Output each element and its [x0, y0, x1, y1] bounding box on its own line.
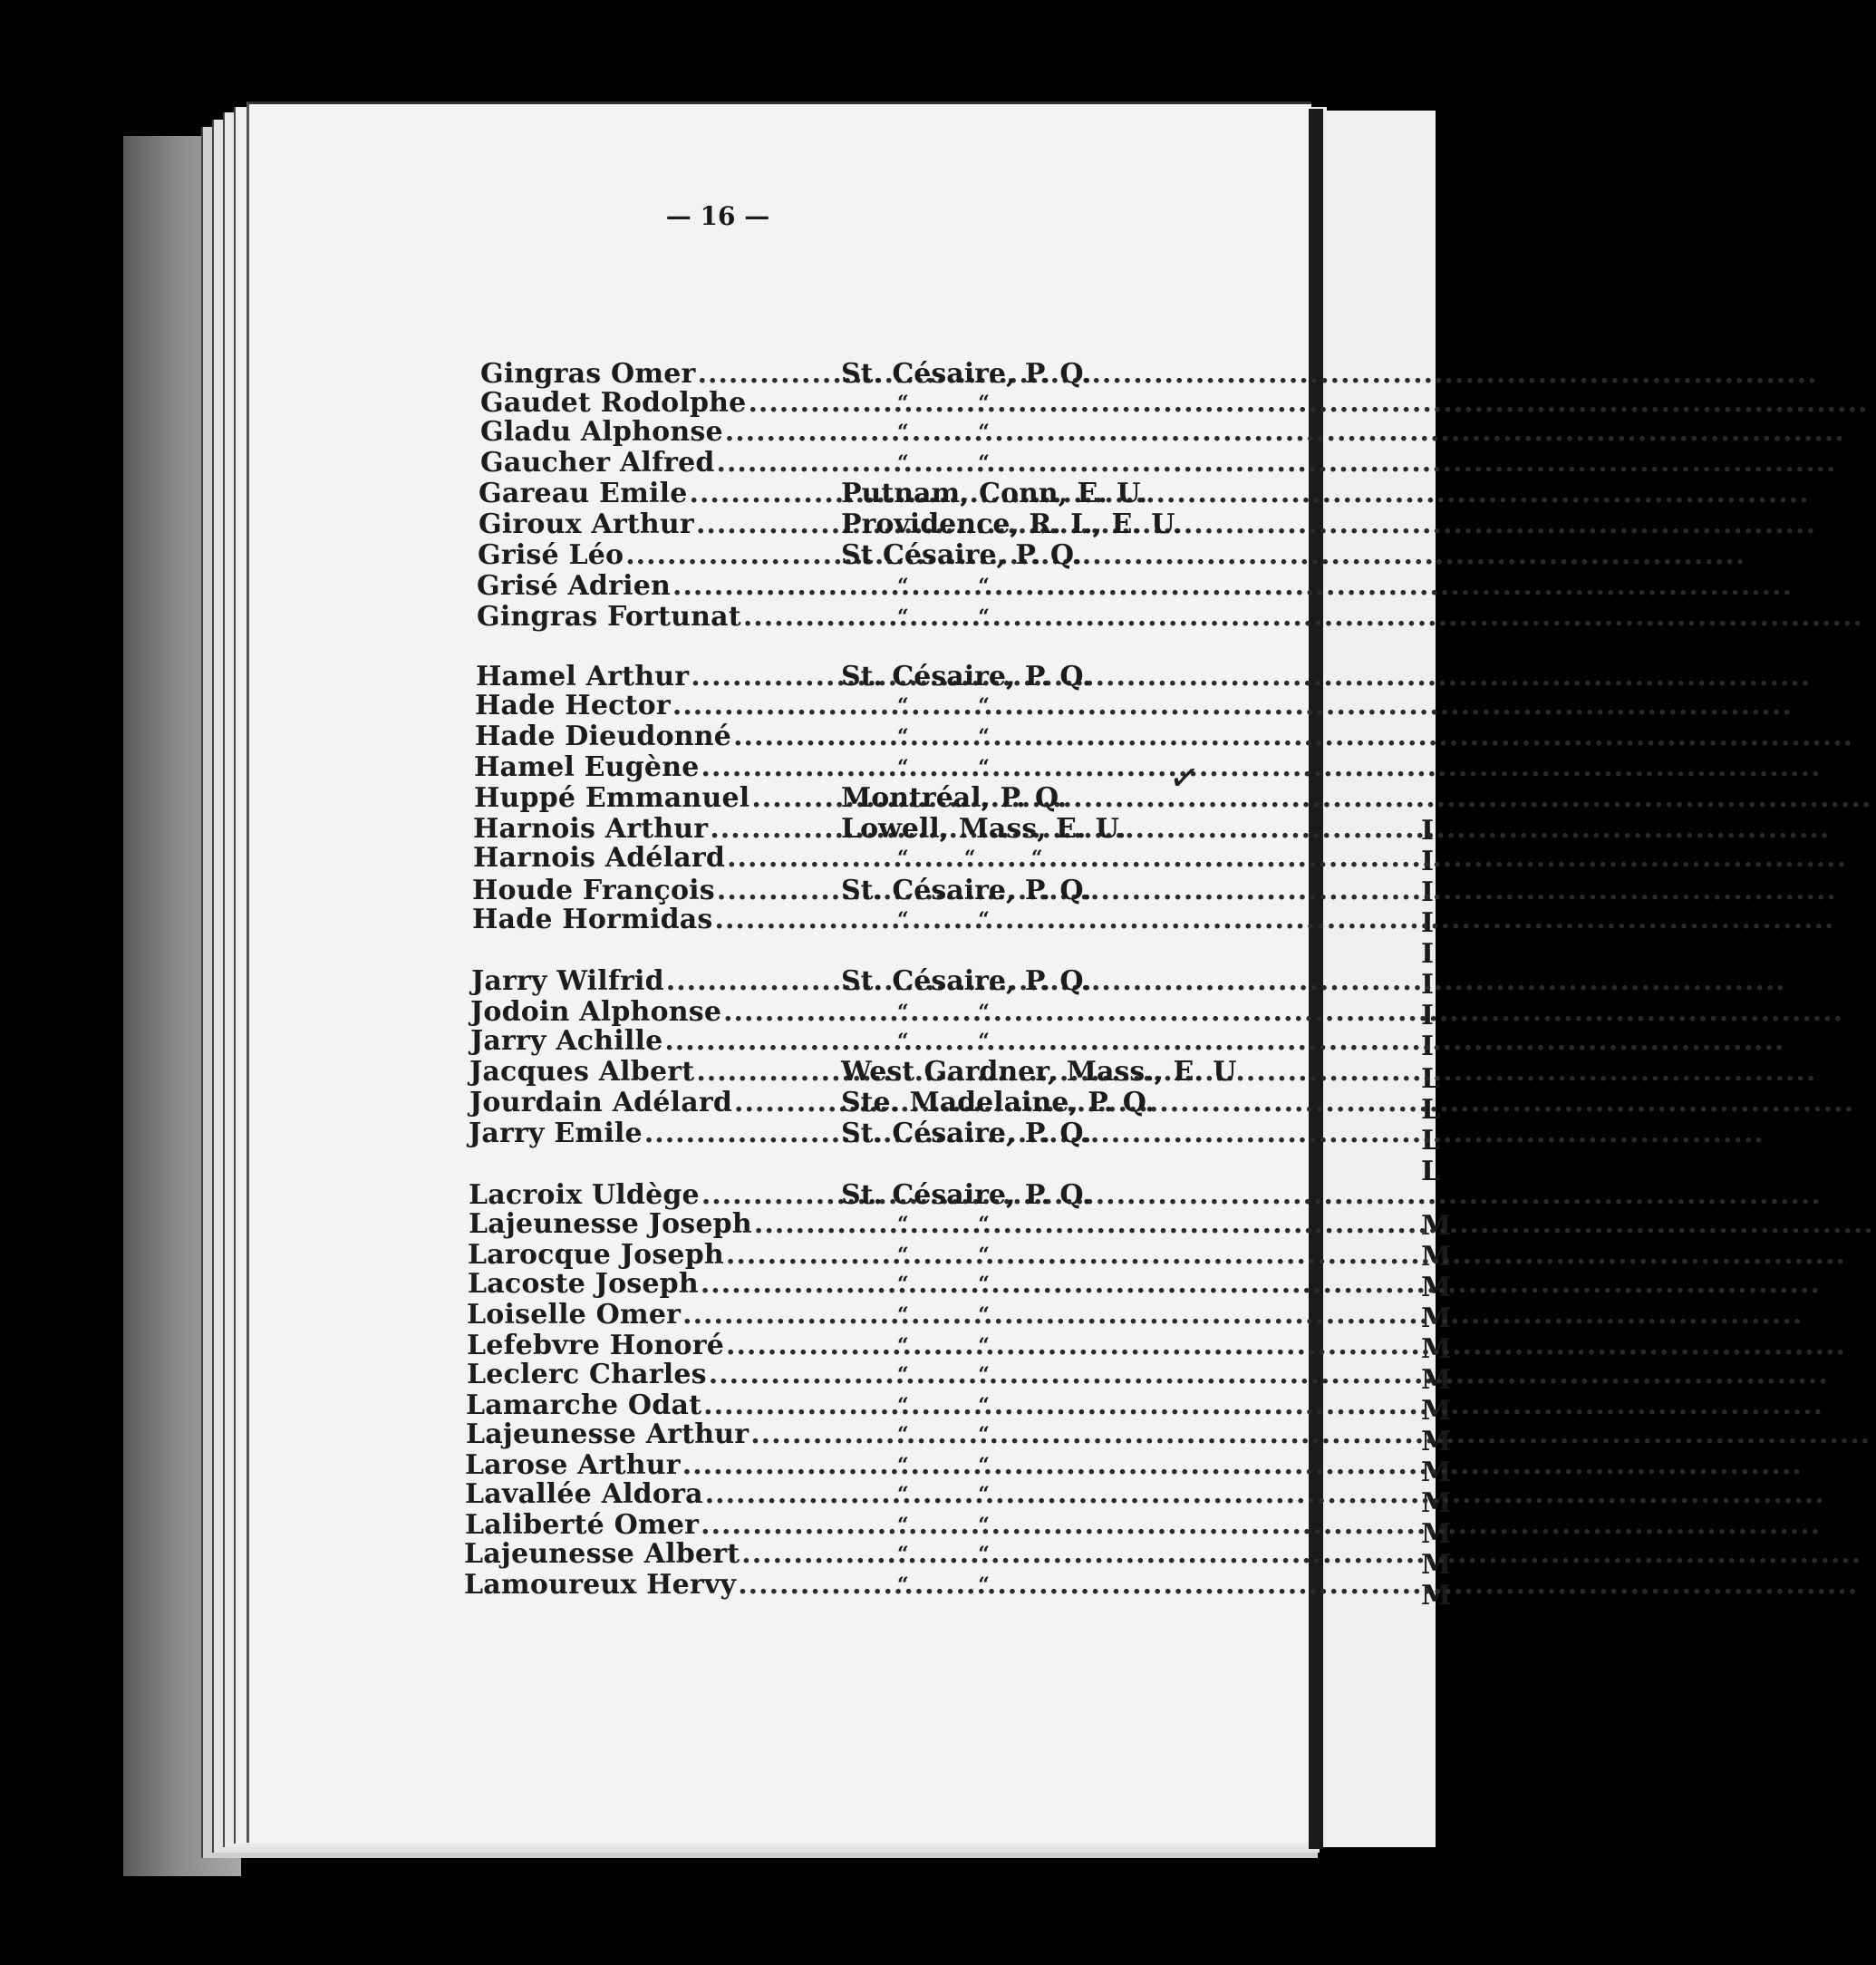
entry-place — [897, 997, 990, 1028]
entry-name: Hamel Arthur — [476, 661, 690, 692]
list-item — [479, 509, 841, 540]
leader-dots — [724, 1240, 1848, 1271]
entry-name: Jacques Albert — [469, 1056, 695, 1088]
list-item — [464, 1539, 841, 1570]
list-item — [478, 540, 841, 571]
entry-place — [897, 1300, 990, 1331]
facing-page-letter: L — [1421, 1125, 1441, 1157]
entry-name: Gladu Alphonse — [480, 416, 723, 448]
leader-dots — [671, 691, 1794, 721]
leader-dots — [701, 1390, 1825, 1421]
leader-dots — [725, 843, 1849, 877]
entry-name: Larose Arthur — [465, 1449, 681, 1481]
place-text: “ “ — [897, 1394, 990, 1418]
place-text: “ “ — [897, 1334, 990, 1358]
facing-page-letter: M — [1421, 1487, 1452, 1519]
list-item — [476, 662, 841, 692]
place-text: “ “ — [897, 1483, 990, 1506]
entry-place — [841, 1088, 1155, 1118]
entry-name: Lefebvre Honoré — [467, 1330, 724, 1361]
entry-place — [841, 876, 1091, 906]
entry-place — [897, 1209, 990, 1240]
place-text: Putnam, Conn, E. U. — [841, 478, 1148, 509]
entry-place — [841, 509, 1182, 540]
entry-name: Gaudet Rodolphe — [480, 387, 747, 419]
list-item — [471, 966, 841, 997]
leader-dots — [671, 571, 1794, 602]
place-text: “ “ — [897, 1543, 990, 1566]
entry-name: Jodoin Alphonse — [470, 996, 722, 1028]
place-text: Ste. Madelaine, P. Q. — [841, 1087, 1155, 1118]
facing-page-letter: I — [1421, 1031, 1435, 1062]
list-item — [479, 479, 841, 509]
entry-name: Larocque Joseph — [468, 1239, 724, 1271]
place-text: “ “ — [897, 421, 990, 444]
place-text: “ “ — [897, 1454, 990, 1477]
list-item — [472, 876, 841, 906]
facing-page-letter: M — [1421, 1395, 1452, 1427]
facing-page-letter: M — [1421, 1364, 1452, 1396]
entry-place — [897, 1390, 990, 1421]
place-text: St Césaire, P. Q. — [841, 539, 1083, 571]
list-item — [468, 1269, 841, 1300]
list-item — [473, 814, 841, 845]
entry-name: Hamel Eugène — [474, 751, 700, 783]
leader-dots — [721, 997, 1845, 1031]
list-item — [467, 1300, 841, 1331]
entry-place — [841, 1057, 1236, 1088]
entry-place — [897, 1419, 990, 1450]
entry-place — [897, 1510, 990, 1541]
entry-place — [897, 1269, 990, 1300]
entry-place — [841, 359, 1091, 390]
list-item — [472, 905, 841, 935]
list-item — [466, 1419, 841, 1450]
place-text: “ “ — [897, 694, 990, 718]
entry-place — [897, 417, 990, 448]
entry-place — [897, 1240, 990, 1271]
facing-page-letter: I — [1421, 815, 1435, 847]
list-item — [469, 1088, 841, 1118]
place-text: “ “ — [897, 451, 990, 475]
place-text: “ “ — [897, 605, 990, 629]
entry-place — [897, 1479, 990, 1510]
facing-page-letter: M — [1421, 1426, 1452, 1457]
list-item — [480, 417, 841, 448]
list-item — [480, 359, 841, 390]
place-text: “ “ — [897, 1303, 990, 1327]
list-item — [480, 388, 841, 419]
list-item — [477, 602, 841, 633]
entry-place — [897, 448, 990, 479]
entry-name: Lamoureux Hervy — [464, 1569, 737, 1601]
facing-page-letter: L — [1421, 1156, 1441, 1187]
facing-page-letter: I — [1421, 938, 1435, 970]
entry-place — [897, 571, 990, 602]
place-text: St. Césaire, P. Q. — [841, 1118, 1092, 1149]
facing-page-letter: M — [1421, 1457, 1452, 1488]
entry-name: Huppé Emmanuel — [474, 782, 750, 814]
leader-dots — [723, 417, 1847, 448]
entry-place — [841, 479, 1147, 509]
list-item — [470, 997, 841, 1028]
leader-dots — [707, 1360, 1831, 1390]
place-text: “ “ — [897, 908, 990, 932]
list-item — [465, 1479, 841, 1510]
entry-place — [897, 691, 990, 721]
entry-place — [841, 966, 1091, 997]
list-item — [474, 783, 841, 814]
entry-name: Lamarche Odat — [466, 1389, 702, 1421]
facing-page-letter: M — [1421, 1518, 1452, 1550]
entry-name: Leclerc Charles — [467, 1359, 707, 1390]
entry-name: Grisé Léo — [478, 539, 624, 571]
place-text: Montréal, P. Q. — [841, 782, 1068, 814]
place-text: “ “ — [897, 392, 990, 415]
leader-dots — [681, 1450, 1804, 1481]
entry-place — [897, 1026, 990, 1057]
entry-name: Gingras Fortunat — [477, 601, 741, 633]
list-item — [467, 1331, 841, 1361]
place-text: “ “ — [897, 1423, 990, 1447]
list-item — [465, 1450, 841, 1481]
entry-place — [897, 1360, 990, 1390]
place-text: St. Césaire, P. Q. — [841, 661, 1092, 692]
place-text: St. Césaire, P. Q. — [841, 875, 1092, 906]
place-text: “ “ — [897, 1244, 990, 1267]
entry-place — [841, 540, 1082, 571]
entry-place — [897, 905, 990, 935]
facing-page-letter: M — [1421, 1210, 1452, 1242]
list-item — [469, 1057, 841, 1088]
entry-name: Laliberté Omer — [465, 1509, 700, 1541]
list-item — [474, 752, 841, 783]
entry-place — [841, 662, 1091, 692]
list-item — [470, 1026, 841, 1057]
place-text: “ “ “ — [897, 847, 1043, 870]
leader-dots — [643, 1118, 1766, 1149]
entry-name: Hade Dieudonné — [475, 721, 732, 752]
place-text: St. Césaire, P. Q. — [841, 1179, 1092, 1211]
entry-name: Hade Hector — [475, 690, 671, 721]
place-text: “ “ — [897, 1213, 990, 1236]
entry-name: Lacroix Uldège — [469, 1179, 700, 1211]
entry-name: Lavallée Aldora — [465, 1478, 703, 1510]
leader-dots — [703, 1479, 1827, 1510]
entry-place — [897, 721, 990, 752]
list-item — [473, 843, 841, 874]
facing-page-letter: I — [1421, 907, 1435, 939]
list-item — [469, 1180, 841, 1211]
check-mark-icon: ✓ — [1165, 755, 1203, 802]
facing-page-letter: I — [1421, 846, 1435, 877]
place-text: “ “ — [897, 725, 990, 749]
leader-dots — [713, 905, 1837, 939]
entry-name: Lajeunesse Albert — [464, 1538, 740, 1570]
entry-place — [897, 843, 1043, 874]
entry-place — [841, 814, 1127, 845]
entry-place — [897, 1331, 990, 1361]
leader-dots — [662, 1026, 1786, 1057]
entry-name: Gingras Omer — [480, 358, 696, 390]
entry-name: Jarry Wilfrid — [471, 965, 664, 997]
entry-name: Harnois Arthur — [473, 813, 709, 845]
entry-place — [897, 1539, 990, 1570]
leader-dots — [724, 1331, 1848, 1365]
entry-name: Jarry Achille — [470, 1025, 663, 1057]
entry-place — [897, 752, 990, 783]
list-item — [475, 721, 841, 752]
entry-name: Houde François — [472, 875, 715, 906]
leader-dots — [699, 1269, 1823, 1303]
facing-page-letter: L — [1421, 1063, 1441, 1095]
leader-dots — [624, 540, 1747, 571]
entry-name: Grisé Adrien — [477, 570, 671, 602]
place-text: “ “ — [897, 1001, 990, 1024]
facing-page-letter: M — [1421, 1580, 1452, 1612]
place-text: “ “ — [897, 1573, 990, 1597]
list-item — [469, 1209, 841, 1240]
place-text: “ “ — [897, 575, 990, 598]
entry-place — [897, 602, 990, 633]
place-text: “ “ — [897, 756, 990, 779]
list-item — [475, 691, 841, 721]
list-item — [466, 1390, 841, 1421]
leader-dots — [664, 966, 1788, 1001]
entry-place — [841, 1180, 1091, 1211]
leader-dots — [681, 1300, 1804, 1334]
entry-name: Jarry Emile — [469, 1118, 643, 1149]
entry-name: Giroux Arthur — [479, 508, 694, 540]
leader-dots — [699, 1510, 1823, 1541]
list-item — [464, 1570, 841, 1601]
entry-place — [897, 388, 990, 419]
leader-dots — [715, 448, 1839, 479]
facing-page-letter: M — [1421, 1302, 1452, 1334]
facing-page-letter: I — [1421, 1000, 1435, 1031]
entry-place — [897, 1450, 990, 1481]
list-item — [465, 1510, 841, 1541]
entry-name: Hade Hormidas — [472, 904, 713, 935]
place-text: St. Césaire, P. Q. — [841, 358, 1092, 390]
entry-name: Gareau Emile — [479, 478, 688, 509]
entry-name: Lajeunesse Joseph — [469, 1208, 752, 1240]
entry-name: Jourdain Adélard — [469, 1087, 733, 1118]
entry-name: Harnois Adélard — [473, 842, 726, 874]
place-text: “ “ — [897, 1514, 990, 1537]
list-item — [469, 1118, 841, 1149]
place-text: St. Césaire, P. Q. — [841, 965, 1092, 997]
list-item — [468, 1240, 841, 1271]
leader-dots — [700, 752, 1823, 783]
list-item — [467, 1360, 841, 1390]
entry-place — [897, 1570, 990, 1601]
facing-page-letter: M — [1421, 1549, 1452, 1581]
facing-page-letter: L — [1421, 1094, 1441, 1126]
entry-place — [841, 783, 1067, 814]
place-text: “ “ — [897, 1030, 990, 1053]
entry-name: Gaucher Alfred — [480, 447, 715, 479]
entry-name: Lacoste Joseph — [468, 1268, 699, 1300]
facing-page-letter: I — [1421, 969, 1435, 1001]
place-text: Providence, R. I., E. U. — [841, 508, 1183, 540]
page-number: — 16 — — [665, 201, 770, 231]
facing-page-letter: M — [1421, 1241, 1452, 1273]
entry-name: Lajeunesse Arthur — [466, 1418, 749, 1450]
place-text: “ “ — [897, 1363, 990, 1387]
entry-place — [841, 1118, 1091, 1149]
list-item — [480, 448, 841, 479]
entry-name: Loiselle Omer — [467, 1299, 682, 1331]
facing-page-letter: M — [1421, 1333, 1452, 1365]
place-text: “ “ — [897, 1273, 990, 1296]
place-text: Lowell, Mass, E. U. — [841, 813, 1127, 845]
facing-page-letter: M — [1421, 1272, 1452, 1303]
list-item — [477, 571, 841, 602]
facing-page-letter: I — [1421, 876, 1435, 908]
place-text: West Gardner, Mass., E. U — [841, 1056, 1237, 1088]
